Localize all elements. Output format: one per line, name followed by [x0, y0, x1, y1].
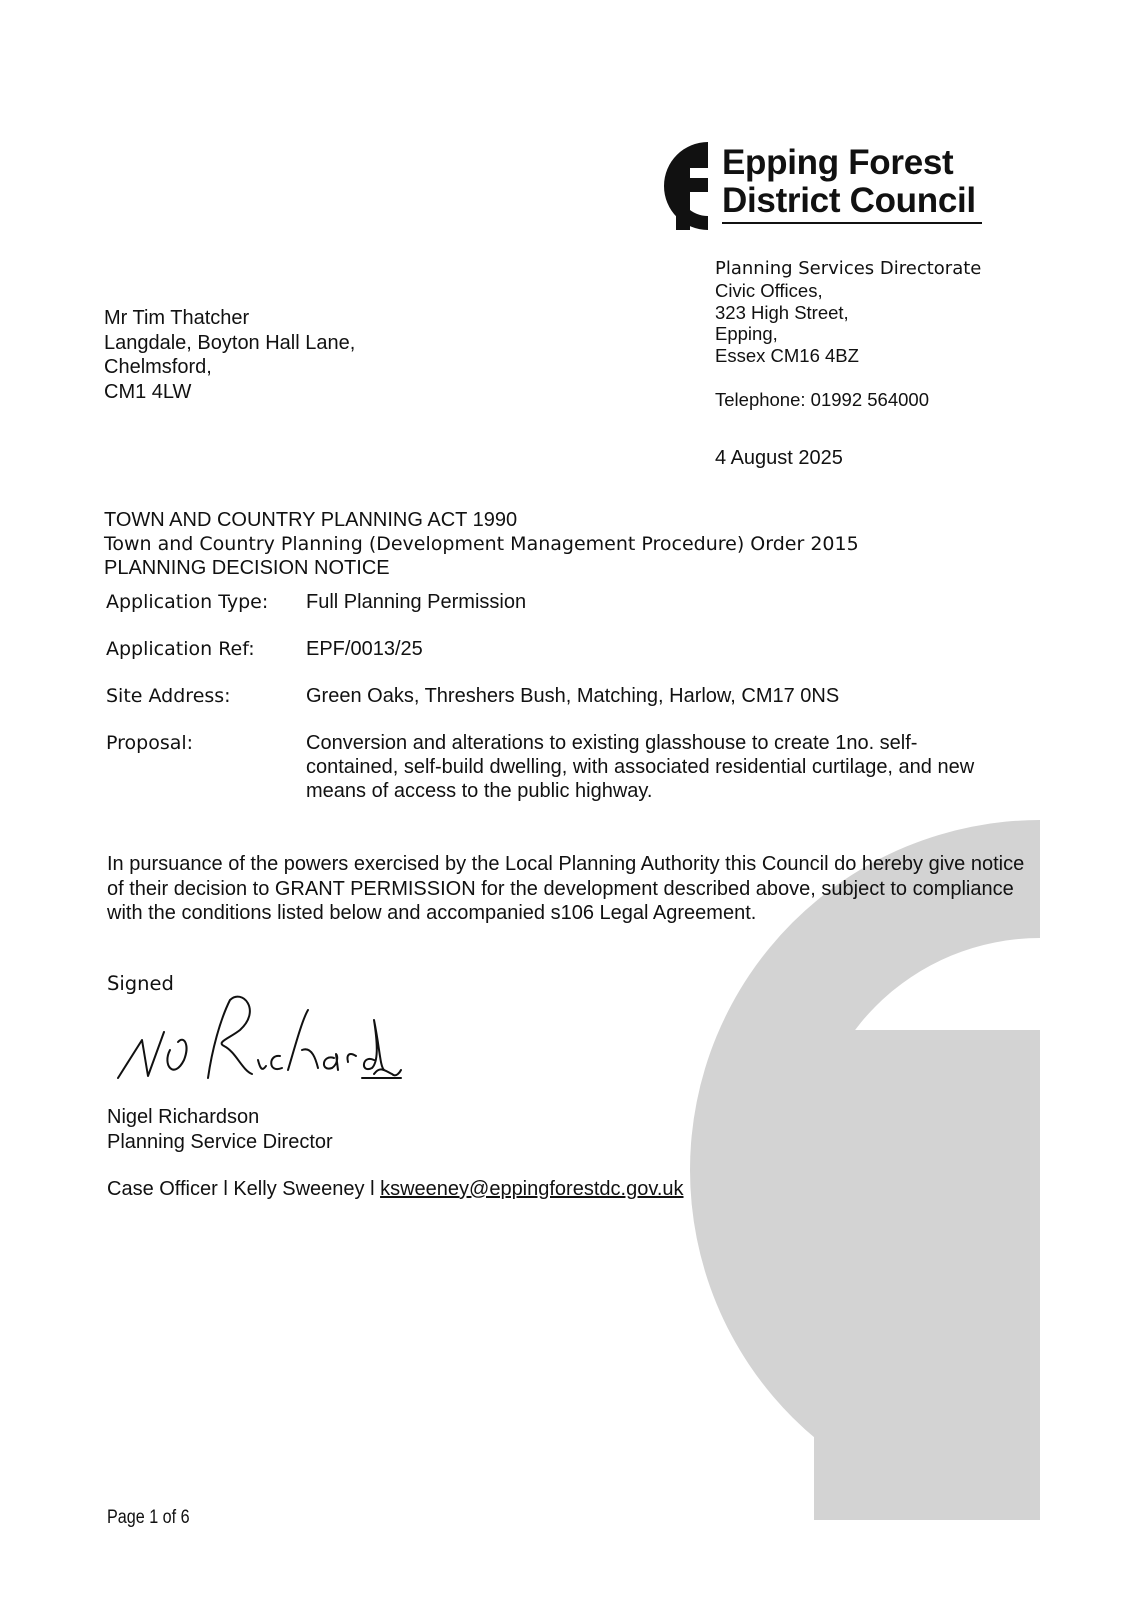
signer-name: Nigel Richardson: [107, 1106, 260, 1128]
proposal-value: Conversion and alterations to existing glasshouse to create 1no. self-contained, self-build dwelling, with associated residential curtilage, and new means of access to the public highway.: [306, 732, 975, 802]
site-address-label: Site Address:: [106, 685, 231, 707]
signed-label: Signed: [107, 972, 174, 995]
order-heading: Town and Country Planning (Development Management Procedure) Order 2015: [104, 533, 859, 555]
recipient-line: Langdale, Boyton Hall Lane,: [104, 331, 356, 354]
case-officer: [107, 1178, 684, 1201]
application-type-label: Application Type:: [106, 591, 269, 613]
proposal-label: Proposal:: [106, 732, 194, 754]
act-heading: TOWN AND COUNTRY PLANNING ACT 1990: [104, 509, 518, 531]
office-address-line: Civic Offices,: [715, 280, 823, 301]
logo-line-1: Epping Forest: [722, 143, 954, 182]
office-address-line: Epping,: [715, 323, 778, 344]
application-ref-value: EPF/0013/25: [306, 638, 423, 660]
site-address-value: Green Oaks, Threshers Bush, Matching, Harlow, CM17 0NS: [306, 685, 840, 707]
directorate-name: Planning Services Directorate: [715, 258, 982, 279]
recipient-line: CM1 4LW: [104, 380, 192, 403]
logo-underline: [722, 222, 982, 224]
recipient-line: Mr Tim Thatcher: [104, 307, 250, 329]
handwritten-signature: [112, 990, 402, 1090]
recipient-address: [104, 306, 355, 404]
signer-block: [107, 1105, 333, 1154]
office-address-line: 323 High Street,: [715, 301, 849, 323]
notice-title: PLANNING DECISION NOTICE: [104, 557, 390, 579]
office-address-line: Essex CM16 4BZ: [715, 344, 859, 366]
council-logo-icon: [636, 138, 712, 234]
logo-text: [722, 144, 976, 220]
decision-text: In pursuance of the powers exercised by the Local Planning Authority this Council do hereby give notice of their decision to GRANT PERMISSION for the development described above, subject to compliance with the conditions listed below and accompanied s106 Legal Agreement.: [107, 853, 1025, 924]
council-logo: [636, 138, 996, 238]
page-number: Page 1 of 6: [107, 1507, 190, 1528]
recipient-line: Chelmsford,: [104, 356, 212, 378]
case-officer-text: Case Officer l Kelly Sweeney l: [107, 1178, 381, 1200]
telephone: Telephone: 01992 564000: [715, 389, 929, 410]
logo-line-2: District Council: [722, 181, 976, 220]
case-officer-email-link[interactable]: ksweeney@eppingforestdc.gov.uk: [380, 1178, 684, 1200]
application-type-value: Full Planning Permission: [306, 591, 527, 613]
office-address: [715, 280, 859, 366]
notice-headings: [104, 508, 859, 580]
signer-title: Planning Service Director: [107, 1130, 333, 1153]
letter-date: 4 August 2025: [715, 447, 843, 469]
application-ref-label: Application Ref:: [106, 638, 255, 660]
